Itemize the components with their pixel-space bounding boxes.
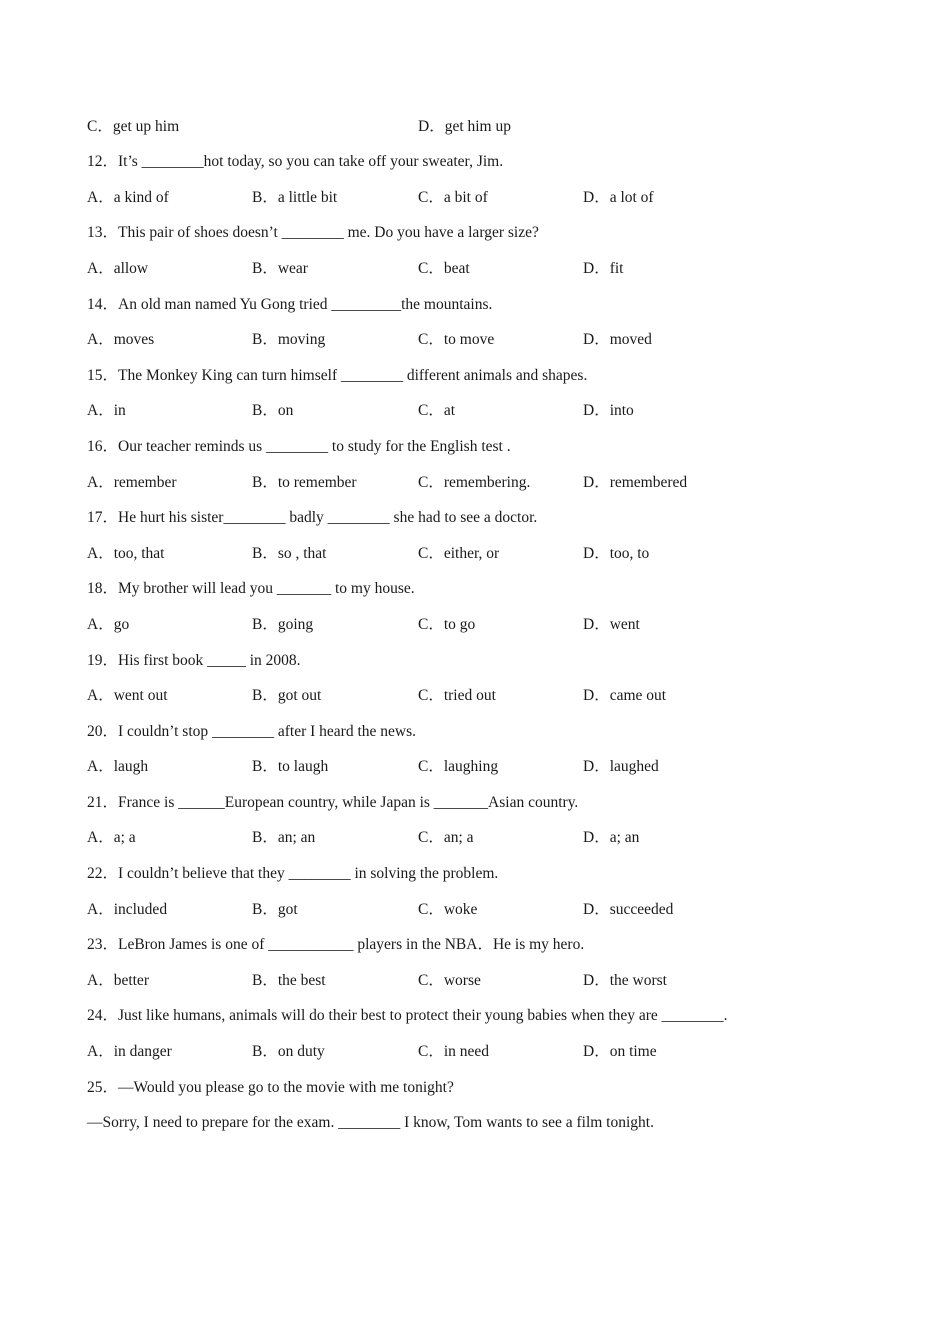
q17-option-d: D．too, to [583, 545, 650, 562]
q16-option-a: A．remember [87, 474, 177, 491]
question-25-reply: —Sorry, I need to prepare for the exam. ________ I know, Tom wants to see a film tonight. [87, 1114, 654, 1131]
q20-option-b: B．to laugh [252, 758, 329, 775]
question-14-stem: 14．An old man named Yu Gong tried _________the mountains. [87, 296, 493, 313]
q17-option-c: C．either, or [418, 545, 500, 562]
q13-option-c: C．beat [418, 260, 470, 277]
question-19-stem: 19．His first book _____ in 2008. [87, 652, 301, 669]
question-12-stem: 12．It’s ________hot today, so you can take off your sweater, Jim. [87, 153, 504, 170]
q18-option-d: D．went [583, 616, 640, 633]
question-24-stem: 24．Just like humans, animals will do their best to protect their young babies when they are ________. [87, 1007, 728, 1024]
q15-option-d: D．into [583, 402, 634, 419]
question-20-stem: 20．I couldn’t stop ________ after I heard the news. [87, 723, 417, 740]
q23-option-b: B．the best [252, 972, 326, 989]
q12-option-d: D．a lot of [583, 189, 654, 206]
q17-option-b: B．so , that [252, 545, 327, 562]
q21-option-c: C．an; a [418, 829, 474, 846]
q12-option-a: A．a kind of [87, 189, 169, 206]
q21-option-b: B．an; an [252, 829, 316, 846]
q17-option-a: A．too, that [87, 545, 165, 562]
question-15-stem: 15．The Monkey King can turn himself ________ different animals and shapes. [87, 367, 588, 384]
q14-option-d: D．moved [583, 331, 652, 348]
q22-option-a: A．included [87, 901, 168, 918]
q12-option-c: C．a bit of [418, 189, 488, 206]
q23-option-c: C．worse [418, 972, 481, 989]
q14-option-c: C．to move [418, 331, 495, 348]
q24-option-c: C．in need [418, 1043, 490, 1060]
q24-option-b: B．on duty [252, 1043, 325, 1060]
q21-option-a: A．a; a [87, 829, 136, 846]
q16-option-b: B．to remember [252, 474, 357, 491]
option-c-prev: C．get up him [87, 118, 180, 135]
q13-option-d: D．fit [583, 260, 624, 277]
q24-option-d: D．on time [583, 1043, 657, 1060]
q13-option-b: B．wear [252, 260, 308, 277]
q18-option-c: C．to go [418, 616, 476, 633]
q13-option-a: A．allow [87, 260, 149, 277]
q19-option-c: C．tried out [418, 687, 496, 704]
question-13-stem: 13．This pair of shoes doesn’t ________ me. Do you have a larger size? [87, 224, 539, 241]
question-17-stem: 17．He hurt his sister________ badly ________ she had to see a doctor. [87, 509, 538, 526]
question-21-stem: 21．France is ______European country, while Japan is _______Asian country. [87, 794, 579, 811]
q14-option-a: A．moves [87, 331, 155, 348]
q23-option-a: A．better [87, 972, 149, 989]
q23-option-d: D．the worst [583, 972, 667, 989]
q20-option-d: D．laughed [583, 758, 659, 775]
q19-option-b: B．got out [252, 687, 322, 704]
q19-option-a: A．went out [87, 687, 168, 704]
question-25-stem: 25．—Would you please go to the movie with me tonight? [87, 1079, 454, 1096]
q22-option-b: B．got [252, 901, 298, 918]
q20-option-c: C．laughing [418, 758, 499, 775]
question-18-stem: 18．My brother will lead you _______ to my house. [87, 580, 415, 597]
question-16-stem: 16．Our teacher reminds us ________ to study for the English test . [87, 438, 511, 455]
q20-option-a: A．laugh [87, 758, 149, 775]
q24-option-a: A．in danger [87, 1043, 172, 1060]
question-23-stem: 23．LeBron James is one of ___________ players in the NBA．He is my hero. [87, 936, 585, 953]
q18-option-b: B．going [252, 616, 314, 633]
q19-option-d: D．came out [583, 687, 667, 704]
q22-option-d: D．succeeded [583, 901, 674, 918]
q18-option-a: A．go [87, 616, 130, 633]
q16-option-d: D．remembered [583, 474, 688, 491]
q21-option-d: D．a; an [583, 829, 640, 846]
q16-option-c: C．remembering. [418, 474, 531, 491]
q12-option-b: B．a little bit [252, 189, 338, 206]
q15-option-c: C．at [418, 402, 456, 419]
q15-option-b: B．on [252, 402, 294, 419]
option-d-prev: D．get him up [418, 118, 511, 135]
q15-option-a: A．in [87, 402, 126, 419]
question-22-stem: 22．I couldn’t believe that they ________ in solving the problem. [87, 865, 499, 882]
q22-option-c: C．woke [418, 901, 478, 918]
q14-option-b: B．moving [252, 331, 326, 348]
